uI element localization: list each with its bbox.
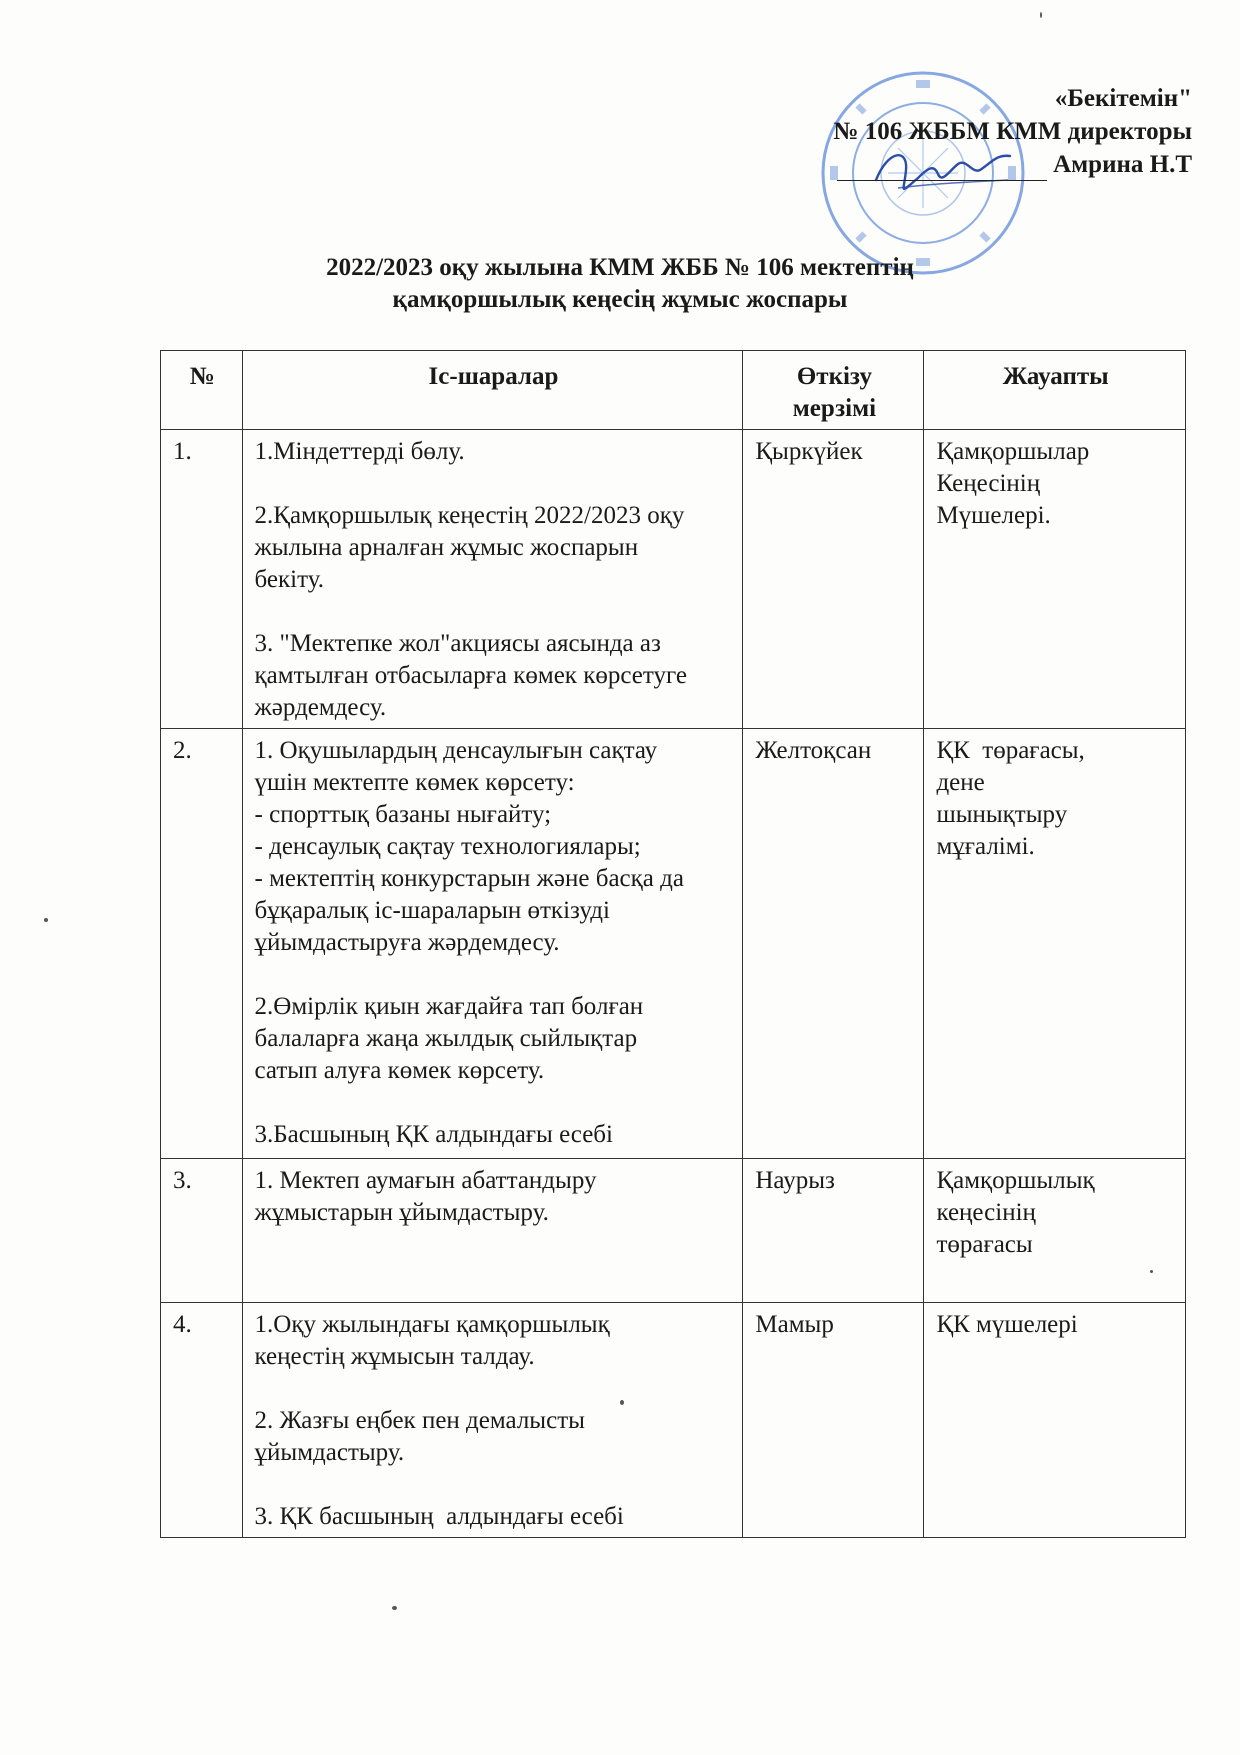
activity-line: бұқаралық іс-шараларын өткізуді <box>254 897 610 924</box>
activity-line: 2. Жазғы еңбек пен демалысты <box>254 1407 585 1434</box>
table-row <box>161 1303 1186 1538</box>
responsible-line: мұғалімі. <box>936 833 1035 860</box>
responsible-line: ҚК төрағасы, <box>936 737 1085 764</box>
header-date <box>743 351 924 430</box>
table-row <box>161 430 1186 729</box>
row-activities <box>242 430 743 729</box>
responsible-line: Қамқоршылық <box>936 1167 1095 1194</box>
table-header-row <box>161 351 1186 430</box>
title-line-1: 2022/2023 оқу жылына КММ ЖББ № 106 мектептің <box>326 254 914 281</box>
activity-line: - мектептің конкурстарын және басқа да <box>254 865 684 892</box>
row-date: Мамыр <box>743 1303 924 1538</box>
row-responsible <box>924 1303 1186 1538</box>
activity-line: қамтылған отбасыларға көмек көрсетуге <box>254 662 687 689</box>
responsible-line: Мүшелері. <box>936 502 1051 529</box>
header-activities: Іс-шаралар <box>242 351 743 430</box>
activity-line <box>255 1373 733 1405</box>
responsible-line: Кеңесінің <box>936 470 1041 497</box>
responsible-line: ҚК мүшелері <box>936 1311 1078 1338</box>
activity-line: 3. ҚК басшының алдындағы есебі <box>254 1503 624 1530</box>
row-activities <box>242 1159 743 1303</box>
work-plan-table <box>160 350 1186 1538</box>
activity-line <box>255 596 733 628</box>
activity-line: үшін мектепте көмек көрсету: <box>254 769 575 796</box>
responsible-line: шынықтыру <box>936 801 1068 828</box>
row-date: Наурыз <box>743 1159 924 1303</box>
approval-signatory <box>833 148 1192 181</box>
table-row <box>161 729 1186 1159</box>
activity-line: жылына арналған жұмыс жоспарын <box>254 534 639 561</box>
row-number: 3. <box>161 1159 243 1303</box>
activity-line: - денсаулық сақтау технологиялары; <box>254 833 641 860</box>
activity-line: 1. Оқушылардың денсаулығын сақтау <box>254 737 658 764</box>
activity-line: кеңестің жұмысын талдау. <box>254 1343 535 1370</box>
activity-line: жұмыстарын ұйымдастыру. <box>254 1199 549 1226</box>
row-number: 4. <box>161 1303 243 1538</box>
row-date: Желтоқсан <box>743 729 924 1159</box>
approval-block <box>833 82 1192 181</box>
approval-position: № 106 ЖББМ КММ директоры <box>833 118 1192 145</box>
activity-line: балаларға жаңа жылдық сыйлықтар <box>254 1025 638 1052</box>
activity-line: 1.Оқу жылындағы қамқоршылық <box>254 1311 610 1338</box>
approval-heading: «Бекітемін" <box>1054 85 1192 112</box>
activity-line <box>255 1087 733 1119</box>
row-date: Қыркүйек <box>743 430 924 729</box>
title-line-2: қамқоршылық кеңесің жұмыс жоспары <box>392 286 848 313</box>
responsible-line: дене <box>936 769 985 796</box>
row-activities <box>242 1303 743 1538</box>
activity-line: бекіту. <box>254 566 324 593</box>
activity-line: 1.Міндеттерді бөлу. <box>254 438 465 465</box>
row-number: 1. <box>161 430 243 729</box>
row-responsible <box>924 1159 1186 1303</box>
activity-line <box>255 1229 733 1261</box>
activity-line: 2.Қамқоршылық кеңестің 2022/2023 оқу <box>254 502 685 529</box>
activity-line <box>255 959 733 991</box>
activity-line <box>255 1469 733 1501</box>
document-title <box>0 252 1240 316</box>
activity-line: 3. "Мектепке жол"акциясы аясында аз <box>254 630 661 657</box>
responsible-line: Қамқоршылар <box>936 438 1090 465</box>
activity-line: 2.Өмірлік қиын жағдайға тап болған <box>254 993 644 1020</box>
activity-line: - спорттық базаны нығайту; <box>254 801 552 828</box>
activity-line: 1. Мектеп аумағын абаттандыру <box>254 1167 597 1194</box>
activity-line: ұйымдастыру. <box>254 1439 405 1466</box>
activity-line: 3.Басшының ҚК алдындағы есебі <box>254 1121 613 1148</box>
table-row <box>161 1159 1186 1303</box>
activity-line <box>255 1261 733 1293</box>
activity-line <box>255 468 733 500</box>
header-date-line-1: Өткізу <box>796 363 872 390</box>
responsible-line: кеңесінің <box>936 1199 1036 1226</box>
header-responsible: Жауапты <box>924 351 1186 430</box>
approval-name: Амрина Н.Т <box>1053 151 1192 178</box>
activity-line: ұйымдастыруға жәрдемдесу. <box>254 929 560 956</box>
row-responsible <box>924 430 1186 729</box>
row-activities <box>242 729 743 1159</box>
row-responsible <box>924 729 1186 1159</box>
table-body <box>161 430 1186 1538</box>
activity-line: сатып алуға көмек көрсету. <box>254 1057 545 1084</box>
responsible-line: төрағасы <box>936 1231 1033 1258</box>
row-number: 2. <box>161 729 243 1159</box>
signature-line <box>837 154 1047 181</box>
activity-line: жәрдемдесу. <box>254 694 387 721</box>
header-date-line-2: мерзімі <box>792 395 877 422</box>
header-number: № <box>161 351 243 430</box>
